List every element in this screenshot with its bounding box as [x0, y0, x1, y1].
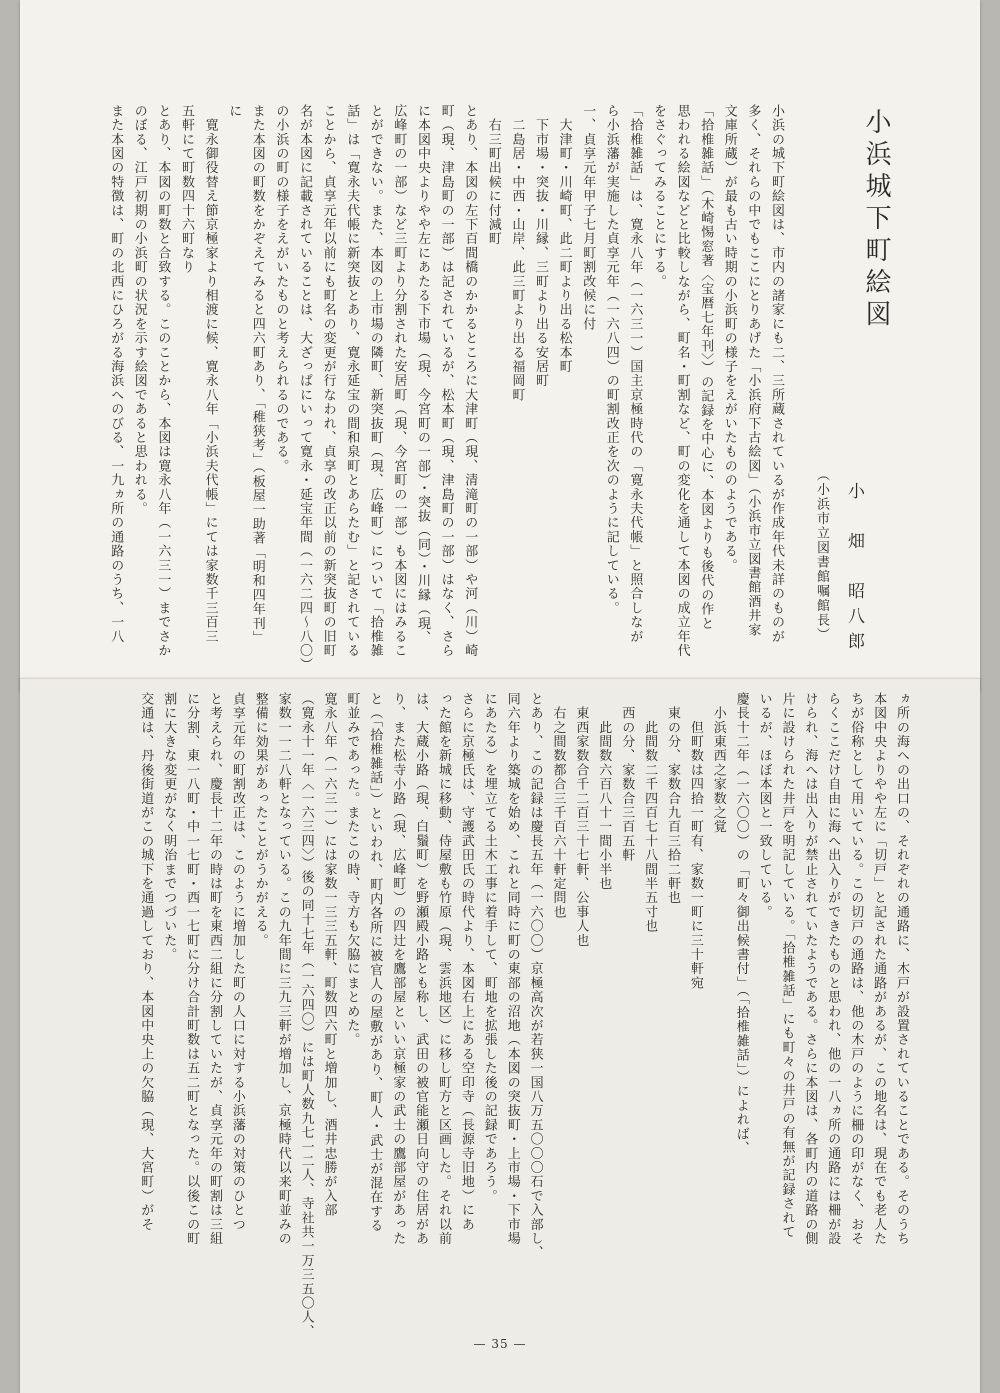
text-column: とあり、本図の左下百間橋のかかるところに大津町（現、清滝町の一部）や河（川）崎 — [462, 104, 478, 658]
text-column: の小浜の町の様子をえがいたものと考えられるのである。 — [273, 104, 289, 474]
text-column: 此間数六百八十一間小半也 — [596, 692, 612, 891]
text-column: とあり、この記録は慶長五年（一六〇〇）京極高次が若狭一国八万五〇〇〇石で入部し、 — [527, 692, 543, 1260]
text-column: 「拾椎雑話」は、寛永八年（一六三一）国主京極時代の「寛永夫代帳」と照合しなが — [627, 104, 643, 644]
text-column: 一、貞享元年甲子七月町割改候に付 — [580, 104, 596, 332]
text-column: ヵ所の海への出口の、それぞれの通路に、木戸が設置されていることである。そのうち — [894, 692, 909, 1246]
text-column: らくここだけ自由に海へ出入りができたものと思われ、他の一八ヵ所の通路には柵が設 — [825, 692, 841, 1246]
text-column: さらに京極氏は、守護武田氏の時代より、本図右上にある空印寺（長源寺旧地）にあ — [458, 692, 474, 1232]
text-column: 思われる絵図などと比較しながら、町名・町割など、町の変化を通して本図の成立年代 — [674, 104, 690, 658]
text-column: 整備に効果があったことがうかがえる。 — [252, 692, 268, 948]
text-column: 下市場・突抜・川縁、三町より出る安居町 — [533, 104, 548, 388]
author-affiliation: （小浜市立図書館嘱館長） — [814, 468, 829, 642]
text-column: 東西家数合千二百三十七軒、公事人也 — [573, 692, 589, 948]
text-column: り、また松寺小路（現、広峰町）の四辻を鷹部屋といい京極家の武士の鷹部屋があった — [390, 692, 406, 1246]
text-column: と（「拾椎雑話」）といわれ、町内各所に被官人の屋敷があり、町人・武士が混在する — [367, 692, 383, 1233]
text-column: 町並みであった。またこの時、寺方も欠脇にまとめた。 — [344, 692, 360, 1047]
text-column: 家数一一二八軒となっている。この九年間に三九三軒が増加し、京極時代以来町並みの — [275, 692, 291, 1246]
text-column: 右之間数都合三千百六十軒定問也 — [550, 692, 566, 920]
text-column: 大津町・川崎町、此二町より出る松本町 — [556, 104, 572, 374]
text-column: 西の分、家数合三百五軒 — [619, 692, 635, 863]
text-column: 但町数は四拾一町有、家数一町に三十軒宛 — [687, 692, 703, 991]
text-column: 右三町出候に付減町 — [485, 104, 501, 246]
text-column: った館を新城に移動、侍屋敷も竹原（現、雲浜地区）に移し町方と区画した。それ以前 — [436, 692, 451, 1246]
text-column: に分割、東一八町・中一七町・西一七町に分け合計町数は五二町となった。以後この町 — [184, 692, 200, 1246]
text-column: けられ、海へは出入りが禁止されていたようである。さらに本図は、各町内の道路の側 — [802, 692, 818, 1246]
text-column: また本図の町数をかぞえてみると四六町あり、「稚狭考」（板屋一助著「明和四年刊」 — [249, 104, 265, 645]
text-column: いるが、ほぼ本図と一致している。 — [756, 692, 772, 920]
text-column: 慶長十二年（一六〇〇）の「町々御出候書付」（「拾椎雑話」）によれば、 — [733, 692, 749, 1156]
text-column: とができない。また、本図の上市場の隣町、新突抜町（現、広峰町）について「拾椎雑 — [367, 104, 383, 658]
text-column: 五軒にて町数四十六町なり — [179, 104, 194, 275]
text-column: 多く、それらの中でもここにとりあげた「小浜府下古絵図」（小浜市立図書館酒井家 — [745, 104, 761, 638]
article-title: 小浜城下町絵図 — [861, 108, 891, 332]
text-column: ことから、貞享元年以前にも町名の変更が行なわれ、貞享の改正以前の新突抜町の旧町 — [320, 104, 336, 658]
text-column: 小浜東西之家数之覚 — [710, 692, 726, 834]
text-column: ちが俗称として用いている。この切戸の通路は、他の木戸のように柵の印がなく、おそ — [848, 692, 864, 1246]
text-column: 東の分、家数合九百三拾二軒也 — [665, 692, 680, 905]
text-column: 同六年より築城を始め、これと同時に町の東部の沼地（本図の突抜町・上市場・下市場 — [504, 692, 520, 1246]
author-name: 小 畑 昭八郎 — [844, 482, 864, 657]
text-column: と考えられ、慶長十二年の時は町を東西二組に分割していたが、貞享元年の町割は三組 — [207, 692, 222, 1246]
text-column: 寛永八年（一六三一）には家数一三三五軒、町数四六町と増加し、酒井忠勝が入部 — [321, 692, 337, 1218]
text-column: 寛永御役替え節京極家より相渡に候、寛永八年「小浜夫代帳」にては家数千三百三 — [202, 104, 218, 644]
text-column: 片に設けられた井戸を明記している。「拾椎雑話」にも町々の井戸の有無が記録されて — [779, 692, 795, 1240]
text-column: に — [226, 104, 242, 119]
text-column: 割に大きな変更がなく明治までつづいた。 — [161, 692, 177, 962]
text-column: にあたる）を埋立てる土木工事に着手して、町地を拡張した後の記録であろう。 — [481, 692, 497, 1204]
text-column: とあり、本図の町数と合致する。このことから、本図は寛永八年（一六三一）までさか — [155, 104, 171, 658]
text-column: 文庫所蔵）が最も古い時期の小浜町の様子をえがいたもののようである。 — [721, 104, 737, 573]
text-column: （寛永十一年〈一六三四〉）後の同十七年（一六四〇）には町人数九七一二人、寺社共一万三五〇人、 — [298, 692, 314, 1339]
text-column: 「拾椎雑話」（木崎惕窓著〈宝暦七年刊〉）の記録を中心に、本図よりも後代の作と — [698, 104, 714, 631]
text-column: また本図の特徴は、町の北西にひろがる海浜へのびる、一九ヵ所の通路のうち、一八 — [108, 104, 124, 644]
page-number: — 35 — — [473, 1337, 527, 1351]
text-column: に本図中央よりやや左にあたる下市場（現、今宮町の一部）・突抜（同）・川縁（現、 — [415, 104, 430, 645]
text-column: 町（現、津島町の一部）は記されているが、松本町（現、津島町の一部）はなく、さら — [438, 104, 454, 658]
text-column: をさぐってみることにする。 — [651, 104, 666, 289]
text-column: 貞享元年の町割改正は、このように増加した町の人口に対する小浜藩の対策のひとつ — [229, 692, 245, 1232]
text-column: 広峰町の一部）など三町より分割された安居町（現、今宮町の一部）も本図にはみるこ — [391, 104, 407, 658]
text-column: 交通は、丹後街道がこの城下を通過しており、本図中央上の欠脇（現、大宮町）がそ — [138, 692, 154, 1232]
text-column: 名が本図に記載されていることは、大ざっぱにいって寛永・延宝年間（一六二四〜八〇） — [297, 104, 312, 672]
text-column: ら小浜藩が実施した貞享元年（一六八四）の町割改正を次のように記している。 — [603, 104, 619, 616]
text-column: 本図中央よりやや左に「切戸」と記された通路があるが、この地名は、現在でも老人た — [871, 692, 887, 1246]
text-column: 此間数二千四百七十八間半五寸也 — [642, 692, 658, 934]
text-column: 話」は「寛永夫代帳に新突抜とあり、寛永延宝の間和泉町とあらたむ」と記されている — [344, 104, 360, 658]
text-column: は、大蔵小路（現、白鬚町）を野瀬殿小路とも称し、武田の被官能瀬日向守の住居があ — [413, 692, 429, 1246]
text-column: 小浜の城下町絵図は、市内の諸家にも二、三所蔵されているが作成年代未詳のものが — [769, 104, 784, 644]
text-column: 二島居・中西・山岸、此三町より出る福岡町 — [509, 104, 525, 403]
text-column: のぼる、江戸初期の小浜町の状況を示す絵図であると思われる。 — [131, 104, 147, 516]
